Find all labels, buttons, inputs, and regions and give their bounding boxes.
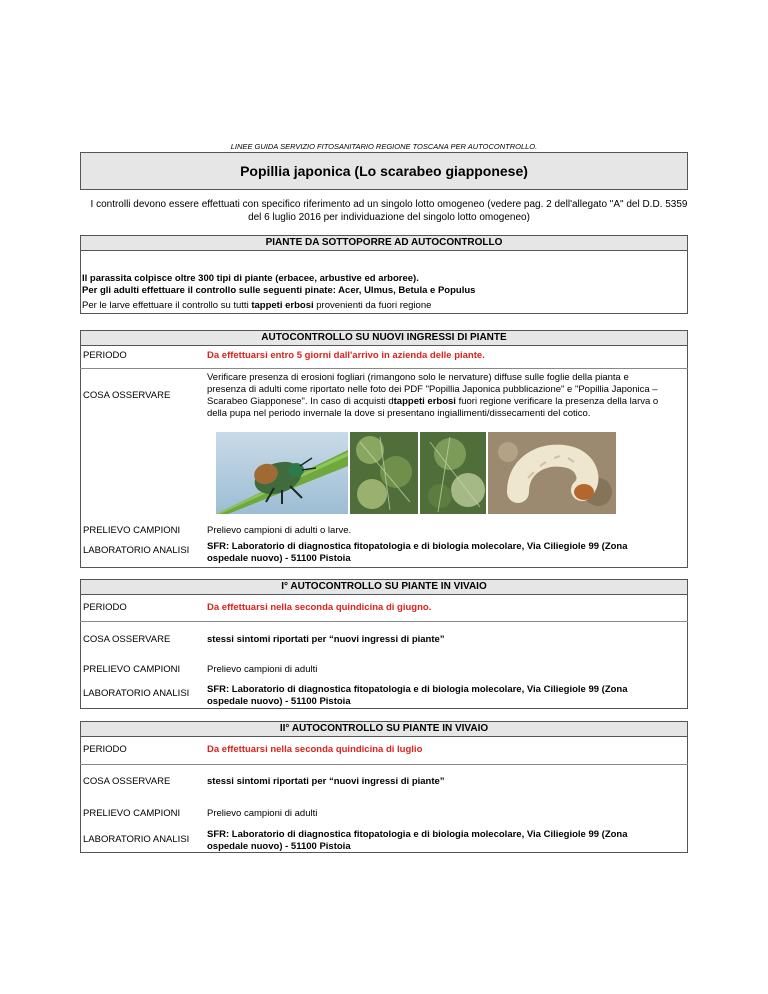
- leaf-damage-photo: [350, 432, 486, 514]
- cosa-line-3-post: fuori regione verificare la presenza della larva o: [455, 396, 659, 407]
- nursery-1-laboratorio: [207, 684, 685, 708]
- cosa-line-1: Verificare presenza di erosioni fogliari (rimangono solo le nervature) diffuse sulle foglie della pianta e: [207, 372, 629, 383]
- plants-section-header: PIANTE DA SOTTOPORRE AD AUTOCONTROLLO: [80, 235, 688, 251]
- page-title-text: Popillia japonica (Lo scarabeo giapponese): [240, 163, 528, 179]
- plants-note-post: provenienti da fuori regione: [313, 300, 432, 311]
- laboratorio-label: LABORATORIO ANALISI: [83, 688, 190, 699]
- nursery-2-prelievo: Prelievo campioni di adulti: [207, 808, 318, 819]
- periodo-label: PERIODO: [83, 602, 127, 613]
- cosa-osservare-label: COSA OSSERVARE: [83, 776, 171, 787]
- plants-line-1: Il parassita colpisce oltre 300 tipi di piante (erbacee, arbustive ed arboree).: [82, 273, 419, 284]
- nursery-1-periodo: Da effettuarsi nella seconda quindicina di giugno.: [207, 602, 432, 613]
- cosa-line-3-pre: Scarabeo Giapponese". In caso di acquisti d: [207, 396, 394, 407]
- prelievo-label: PRELIEVO CAMPIONI: [83, 525, 181, 536]
- new-entries-cosa: [207, 372, 685, 420]
- periodo-label: PERIODO: [83, 744, 127, 755]
- plants-larvae-note: [82, 300, 682, 312]
- row-divider: [80, 621, 688, 622]
- nursery-2-periodo: Da effettuarsi nella seconda quindicina di luglio: [207, 744, 423, 755]
- row-divider: [80, 368, 688, 369]
- lab-line-2: ospedale nuovo) - 51100 Pistoia: [207, 696, 351, 707]
- lab-line-1: SFR: Laboratorio di diagnostica fitopatologia e di biologia molecolare, Via Ciliegiole 99 (Zona: [207, 829, 628, 840]
- cosa-osservare-label: COSA OSSERVARE: [83, 634, 171, 645]
- nursery-2-section-header: II° AUTOCONTROLLO SU PIANTE IN VIVAIO: [80, 721, 688, 737]
- lab-line-2: ospedale nuovo) - 51100 Pistoia: [207, 841, 351, 852]
- page-title: [80, 152, 688, 190]
- plants-note-bold: tappeti erbosi: [251, 300, 314, 311]
- intro-line-2: del 6 luglio 2016 per individuazione del singolo lotto omogeneo): [248, 212, 530, 223]
- cosa-line-2: presenza di adulti come riportato nelle foto dei PDF "Popillia Japonica pubblicazione" e "Popillia Japonica –: [207, 384, 658, 395]
- nursery-2-laboratorio: [207, 829, 685, 853]
- new-entries-periodo: Da effettuarsi entro 5 giorni dall'arrivo in azienda delle piante.: [207, 350, 485, 361]
- beetle-photo: [216, 432, 348, 514]
- cosa-line-3-bold: tappeti erbosi: [393, 396, 456, 407]
- plants-description: [82, 273, 682, 297]
- periodo-label: PERIODO: [83, 350, 127, 361]
- intro-text: [80, 198, 698, 224]
- prelievo-label: PRELIEVO CAMPIONI: [83, 664, 181, 675]
- document-header: LINEE GUIDA SERVIZIO FITOSANITARIO REGIONE TOSCANA PER AUTOCONTROLLO.: [230, 142, 538, 151]
- row-divider: [80, 764, 688, 765]
- plants-line-2: Per gli adulti effettuare il controllo sulle seguenti pinate: Acer, Ulmus, Betula e Populus: [82, 285, 476, 296]
- nursery-2-cosa: stessi sintomi riportati per “nuovi ingressi di piante”: [207, 776, 445, 787]
- plants-note-pre: Per le larve effettuare il controllo su tutti: [82, 300, 252, 311]
- new-entries-section-header: AUTOCONTROLLO SU NUOVI INGRESSI DI PIANTE: [80, 330, 688, 346]
- intro-line-1: I controlli devono essere effettuati con specifico riferimento ad un singolo lotto omogeneo (vedere pag. 2 dell'allegato "A" del D.D. 5359: [90, 199, 688, 210]
- nursery-1-prelievo: Prelievo campioni di adulti: [207, 664, 318, 675]
- laboratorio-label: LABORATORIO ANALISI: [83, 834, 190, 845]
- laboratorio-label: LABORATORIO ANALISI: [83, 545, 190, 556]
- nursery-1-section-header: I° AUTOCONTROLLO SU PIANTE IN VIVAIO: [80, 579, 688, 595]
- lab-line-2: ospedale nuovo) - 51100 Pistoia: [207, 553, 351, 564]
- nursery-1-cosa: stessi sintomi riportati per “nuovi ingressi di piante”: [207, 634, 445, 645]
- prelievo-label: PRELIEVO CAMPIONI: [83, 808, 181, 819]
- cosa-line-4: della pupa nel periodo invernale la dove si presentano ingiallimenti/dissecamenti del cotico.: [207, 408, 591, 419]
- lab-line-1: SFR: Laboratorio di diagnostica fitopatologia e di biologia molecolare, Via Ciliegiole 99 (Zona: [207, 541, 628, 552]
- lab-line-1: SFR: Laboratorio di diagnostica fitopatologia e di biologia molecolare, Via Ciliegiole 99 (Zona: [207, 684, 628, 695]
- cosa-osservare-label: COSA OSSERVARE: [83, 390, 171, 401]
- new-entries-laboratorio: [207, 541, 685, 565]
- larva-photo: [488, 432, 616, 514]
- new-entries-prelievo: Prelievo campioni di adulti o larve.: [207, 525, 352, 536]
- cosa-line-3: [207, 396, 685, 408]
